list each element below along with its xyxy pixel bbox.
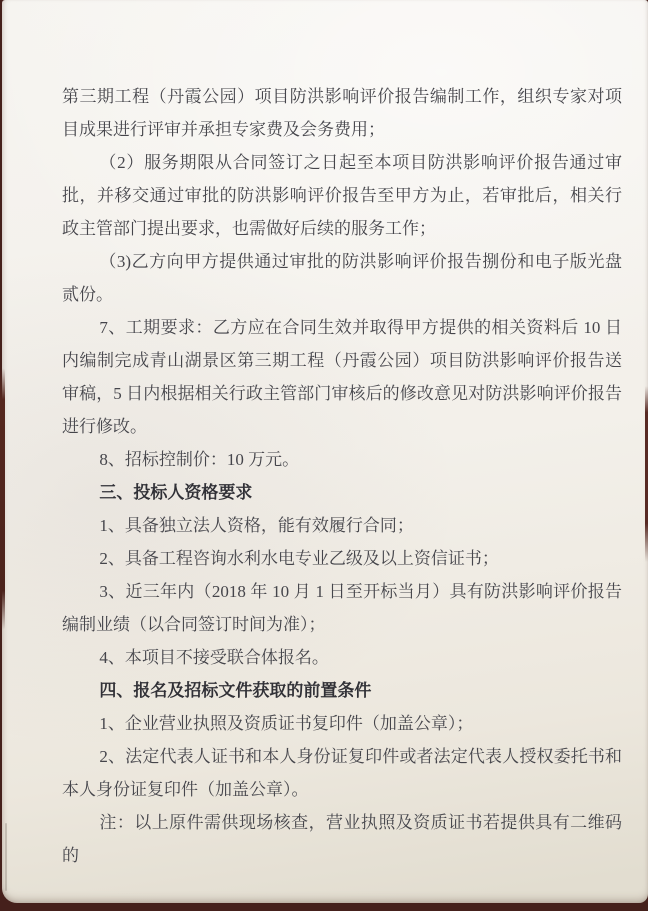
paragraph: 1、具备独立法人资格，能有效履行合同； — [99, 516, 414, 535]
paragraph: 8、招标控制价：10 万元。 — [99, 450, 300, 469]
paragraph: 1、企业营业执照及资质证书复印件（加盖公章）； — [99, 714, 474, 733]
paper-crease — [5, 823, 7, 891]
paragraph: 3、近三年内（2018 年 10 月 1 日至开标当月）具有防洪影响评价报告编制业绩（以合同签订时间为准）； — [62, 582, 622, 634]
paragraph: 2、法定代表人证书和本人身份证复印件或者法定代表人授权委托书和本人身份证复印件（加盖公章）。 — [62, 747, 622, 799]
paragraph: 注：以上原件需供现场核查，营业执照及资质证书若提供具有二维码的 — [62, 813, 622, 865]
paragraph: 第三期工程（丹霞公园）项目防洪影响评价报告编制工作，组织专家对项目成果进行评审并承担专家费及会务费用； — [62, 87, 622, 139]
document-page — [2, 0, 648, 903]
paragraph: 三、投标人资格要求 — [99, 483, 253, 502]
paragraph: （3)乙方向甲方提供通过审批的防洪影响评价报告捌份和电子版光盘贰份。 — [62, 252, 622, 304]
document-content — [62, 80, 622, 872]
paragraph: 7、工期要求：乙方应在合同生效并取得甲方提供的相关资料后 10 日内编制完成青山湖景区第三期工程（丹霞公园）项目防洪影响评价报告送审稿，5 日内根据相关行政主管部门审核后的修改意见对防洪影响评价报告进行修改。 — [62, 318, 622, 436]
paragraph: 四、报名及招标文件获取的前置条件 — [99, 681, 372, 700]
paper-edge-left — [0, 368, 5, 630]
paragraph: 2、具备工程咨询水利水电专业乙级及以上资信证书； — [99, 549, 499, 568]
paragraph: 4、本项目不接受联合体报名。 — [99, 648, 329, 667]
paragraph: （2）服务期限从合同签订之日起至本项目防洪影响评价报告通过审批，并移交通过审批的防洪影响评价报告至甲方为止，若审批后，相关行政主管部门提出要求，也需做好后续的服务工作； — [62, 153, 622, 238]
